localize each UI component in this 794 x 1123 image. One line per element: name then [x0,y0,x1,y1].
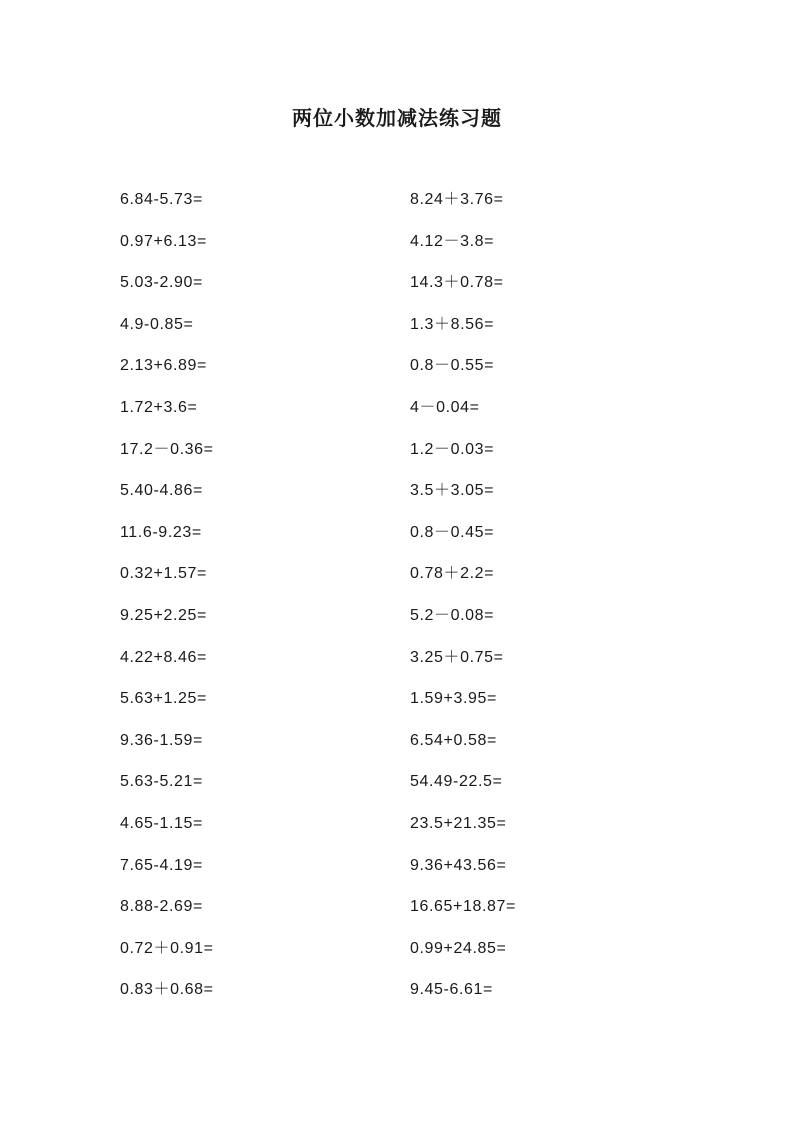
problem-item: 16.65+18.87= [410,898,516,916]
problem-item: 5.63-5.21= [120,773,203,791]
problem-item: 0.78＋2.2= [410,565,495,583]
problem-item: 4－0.04= [410,398,480,416]
problem-item: 5.2－0.08= [410,606,495,624]
problem-item: 54.49-22.5= [410,773,503,791]
problem-item: 3.5＋3.05= [410,482,495,500]
problem-item: 0.99+24.85= [410,939,507,957]
problem-item: 5.63+1.25= [120,690,207,708]
problem-item: 0.8－0.55= [410,357,495,375]
problem-item: 0.32+1.57= [120,565,207,583]
problem-item: 0.8－0.45= [410,523,495,541]
problem-item: 4.9-0.85= [120,315,194,333]
problem-item: 4.12－3.8= [410,232,495,250]
problem-item: 0.97+6.13= [120,232,207,250]
problem-item: 4.22+8.46= [120,648,207,666]
problem-item: 17.2－0.36= [120,440,214,458]
problem-item: 1.72+3.6= [120,398,198,416]
problem-item: 0.72＋0.91= [120,939,214,957]
problem-item: 9.36+43.56= [410,856,507,874]
left-problem-column [120,186,214,1018]
problem-item: 1.3＋8.56= [410,315,495,333]
problem-item: 9.45-6.61= [410,981,493,999]
problem-item: 14.3＋0.78= [410,274,504,292]
problem-item: 1.2－0.03= [410,440,495,458]
problem-item: 5.03-2.90= [120,274,203,292]
problem-item: 6.54+0.58= [410,731,497,749]
problem-item: 8.88-2.69= [120,898,203,916]
problem-item: 23.5+21.35= [410,814,507,832]
problem-item: 5.40-4.86= [120,482,203,500]
problem-item: 9.36-1.59= [120,731,203,749]
problem-item: 8.24＋3.76= [410,191,504,208]
page-title: 两位小数加减法练习题 [292,106,502,130]
problem-item: 1.59+3.95= [410,690,497,708]
problem-item: 11.6-9.23= [120,523,202,541]
problem-item: 9.25+2.25= [120,606,207,624]
problem-item: 0.83＋0.68= [120,981,214,999]
problem-item: 4.65-1.15= [120,814,203,832]
problem-item: 7.65-4.19= [120,856,203,874]
problem-item: 6.84-5.73= [120,191,203,208]
right-problem-column [410,186,516,1018]
problem-item: 3.25＋0.75= [410,648,504,666]
problem-item: 2.13+6.89= [120,357,207,375]
